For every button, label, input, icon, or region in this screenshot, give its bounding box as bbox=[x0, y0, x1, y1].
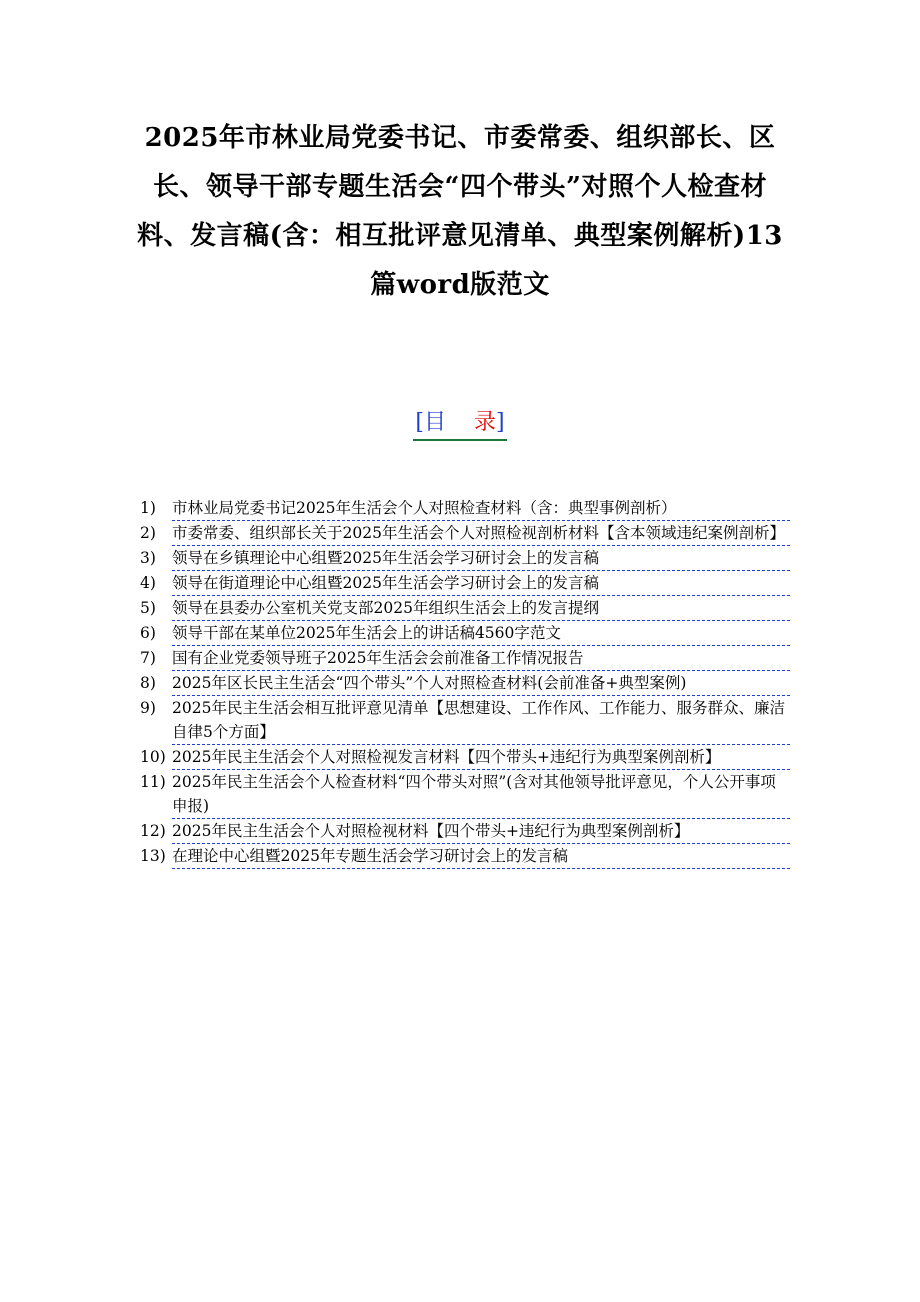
toc-heading-close-bracket: ] bbox=[496, 410, 505, 435]
toc-item-link[interactable]: 国有企业党委领导班子2025年生活会会前准备工作情况报告 bbox=[172, 646, 790, 671]
toc-item bbox=[140, 571, 790, 596]
toc-item bbox=[140, 696, 790, 745]
toc-item-link[interactable]: 2025年民主生活会相互批评意见清单【思想建设、工作作风、工作能力、服务群众、廉洁自律5个方面】 bbox=[172, 696, 790, 745]
toc-item-number: 2) bbox=[140, 524, 156, 542]
toc-item-link[interactable]: 2025年民主生活会个人检查材料“四个带头对照”(含对其他领导批评意见，个人公开事项申报) bbox=[172, 770, 790, 819]
toc-list bbox=[140, 496, 790, 869]
toc-item-number: 8) bbox=[140, 674, 156, 692]
toc-item-number: 10) bbox=[140, 748, 166, 766]
toc-item-number: 1) bbox=[140, 499, 156, 517]
toc-item-link[interactable]: 领导在乡镇理论中心组暨2025年生活会学习研讨会上的发言稿 bbox=[172, 546, 790, 571]
toc-item-link[interactable]: 2025年民主生活会个人对照检视材料【四个带头+违纪行为典型案例剖析】 bbox=[172, 819, 790, 844]
toc-item-link[interactable]: 领导在街道理论中心组暨2025年生活会学习研讨会上的发言稿 bbox=[172, 571, 790, 596]
toc-item bbox=[140, 844, 790, 869]
toc-item-link[interactable]: 在理论中心组暨2025年专题生活会学习研讨会上的发言稿 bbox=[172, 844, 790, 869]
toc-item bbox=[140, 621, 790, 646]
toc-item bbox=[140, 671, 790, 696]
toc-item-link[interactable]: 2025年民主生活会个人对照检视发言材料【四个带头+违纪行为典型案例剖析】 bbox=[172, 745, 790, 770]
toc-item-number: 7) bbox=[140, 649, 156, 667]
toc-item bbox=[140, 819, 790, 844]
toc-item-number: 5) bbox=[140, 599, 156, 617]
toc-item-link[interactable]: 市委常委、组织部长关于2025年生活会个人对照检视剖析材料【含本领域违纪案例剖析】 bbox=[172, 521, 790, 546]
toc-item-number: 4) bbox=[140, 574, 156, 592]
toc-item bbox=[140, 646, 790, 671]
toc-item-number: 6) bbox=[140, 624, 156, 642]
toc-item bbox=[140, 745, 790, 770]
toc-item bbox=[140, 596, 790, 621]
toc-item-link[interactable]: 领导干部在某单位2025年生活会上的讲话稿4560字范文 bbox=[172, 621, 790, 646]
toc-heading-char-2: 录 bbox=[474, 410, 497, 435]
toc-item-number: 11) bbox=[140, 773, 166, 791]
toc-item-number: 3) bbox=[140, 549, 156, 567]
toc-heading-char-1: 目 bbox=[423, 410, 446, 435]
toc-item-number: 13) bbox=[140, 847, 166, 865]
toc-item-number: 12) bbox=[140, 822, 166, 840]
toc-item bbox=[140, 546, 790, 571]
toc-item bbox=[140, 496, 790, 521]
toc-item-link[interactable]: 领导在县委办公室机关党支部2025年组织生活会上的发言提纲 bbox=[172, 596, 790, 621]
toc-item-link[interactable]: 市林业局党委书记2025年生活会个人对照检查材料（含：典型事例剖析） bbox=[172, 496, 790, 521]
toc-heading-underline bbox=[413, 408, 506, 441]
toc-item bbox=[140, 770, 790, 819]
toc-heading bbox=[0, 408, 920, 441]
toc-item-link[interactable]: 2025年区长民主生活会“四个带头”个人对照检查材料(会前准备+典型案例) bbox=[172, 671, 790, 696]
toc-item-number: 9) bbox=[140, 699, 156, 717]
toc-item bbox=[140, 521, 790, 546]
toc-heading-open-bracket: [ bbox=[415, 410, 424, 435]
document-title: 2025年市林业局党委书记、市委常委、组织部长、区长、领导干部专题生活会“四个带头”对照个人检查材料、发言稿(含：相互批评意见清单、典型案例解析)13篇word版范文 bbox=[137, 123, 783, 300]
